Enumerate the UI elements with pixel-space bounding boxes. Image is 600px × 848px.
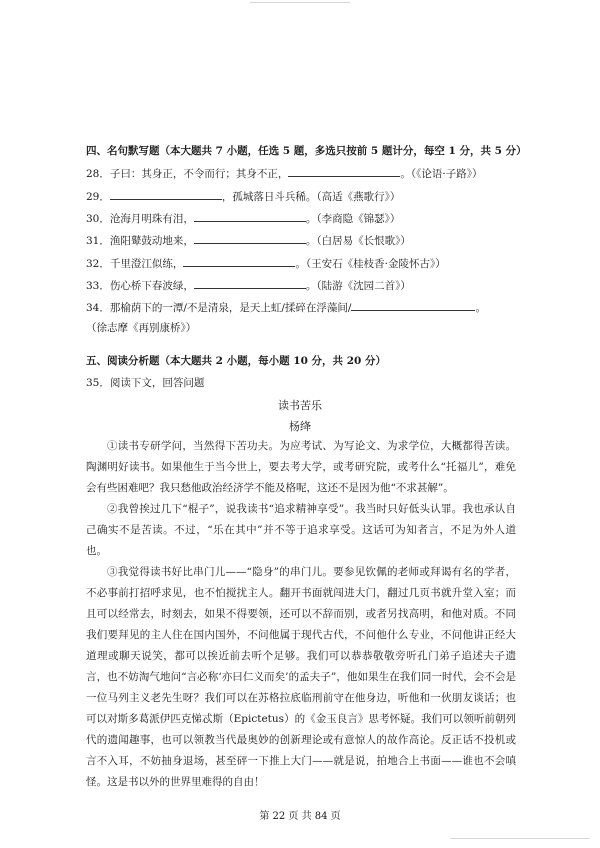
article-body [86,436,516,793]
item-30: 30．沧海月明珠有泪， 。（李商隐《锦瑟》） [86,210,400,226]
item-32: 32．千里澄江似练， 。（王安石《桂枝香·金陵怀古》） [86,255,446,271]
article-title: 读书苦乐 [278,399,322,412]
item-29: 29． ，孤城落日斗兵稀。（高适《燕歌行》） [86,188,400,204]
bottom-faint-line [450,838,590,839]
paragraph-1: ①读书专研学问，当然得下苦功夫。为应考试、为写论文、为求学位，大概都得苦读。陶渊明好读书。如果他生于当今世上，要去考大学，或考研究院，或考什么“托福儿”，难免会有些困难吧？我只愁他政治经济学不能及格呢，这还不是因为他“不求甚解”。 [86,440,516,494]
item-34-source: （徐志摩《再别康桥》） [86,322,197,334]
item-33: 33．伤心桥下春波绿， 。（陆游《沈园二首》） [86,277,411,293]
answer-blank-30[interactable] [194,210,306,222]
answer-blank-28[interactable] [288,165,400,177]
question-35-prompt: 35．阅读下文，回答问题 [86,377,205,389]
answer-blank-33[interactable] [194,277,306,289]
top-faint-line [250,2,350,3]
paragraph-2: ②我曾挨过几下“棍子”，说我读书“追求精神享受”。我当时只好低头认罪。我也承认自己确实不是苦读。不过，“乐在其中”并不等于追求享受。这话可为知者言，不足为外人道也。 [86,503,516,557]
answer-blank-34[interactable] [351,299,475,311]
answer-blank-29[interactable] [110,188,222,200]
item-31: 31．渔阳鼙鼓动地来， 。（白居易《长恨歌》） [86,232,411,248]
section4-heading: 四、名句默写题（本大题共 7 小题，任选 5 题，多选只按前 5 题计分，每空 1 分，共 5 分） [86,145,527,157]
section5-heading: 五、阅读分析题（本大题共 2 小题，每小题 10 分，共 20 分） [86,355,386,367]
page-number: 第 22 页 共 84 页 [259,811,341,822]
item-34: 34．那榆荫下的一潭/不是清泉，是天上虹/揉碎在浮藻间/ 。 [86,299,486,315]
answer-blank-31[interactable] [194,232,306,244]
paragraph-3: ③我觉得读书好比串门儿——“隐身”的串门儿。要参见钦佩的老师或拜谒有名的学者，不必事前打招呼求见，也不怕搅扰主人。翻开书面就闯进大门，翻过几页书就升堂入室；而且可以经常去，时刻去，如果不得要领，还可以不辞而别，或者另找高明，和他对质。不同我们要拜见的主人住在国内国外，不问他属于现代古代，不问他什么专业，不问他讲正经大道理或聊天说笑，都可以挨近前去听个足够。我们可以恭恭敬敬旁听孔门弟子追述夫子遗言，也不妨淘气地问“言必称‘亦曰仁义而矣’的孟夫子”，他如果生在我们同一时代，会不会是一位马列主义老先生呀？我们可以在苏格拉底临刑前守在他身边，听他和一伙朋友谈话；也可以对斯多葛派伊匹克悌忒斯（Epictetus）的《金玉良言》思考怀疑。我们可以领听前朝列代的遗闻趣事，也可以领教当代最奥妙的创新理论或有意惊人的故作高论。反正话不投机或言不入耳，不妨抽身退场，甚至砰一下推上大门——就是说，拍地合上书面——谁也不会嗔怪。这是书以外的世界里难得的自由！ [86,566,516,788]
answer-blank-32[interactable] [183,255,295,267]
article-author: 杨绛 [289,420,311,433]
item-28: 28．子曰：其身正，不令而行；其身不正， 。（《论语·子路》） [86,165,482,181]
